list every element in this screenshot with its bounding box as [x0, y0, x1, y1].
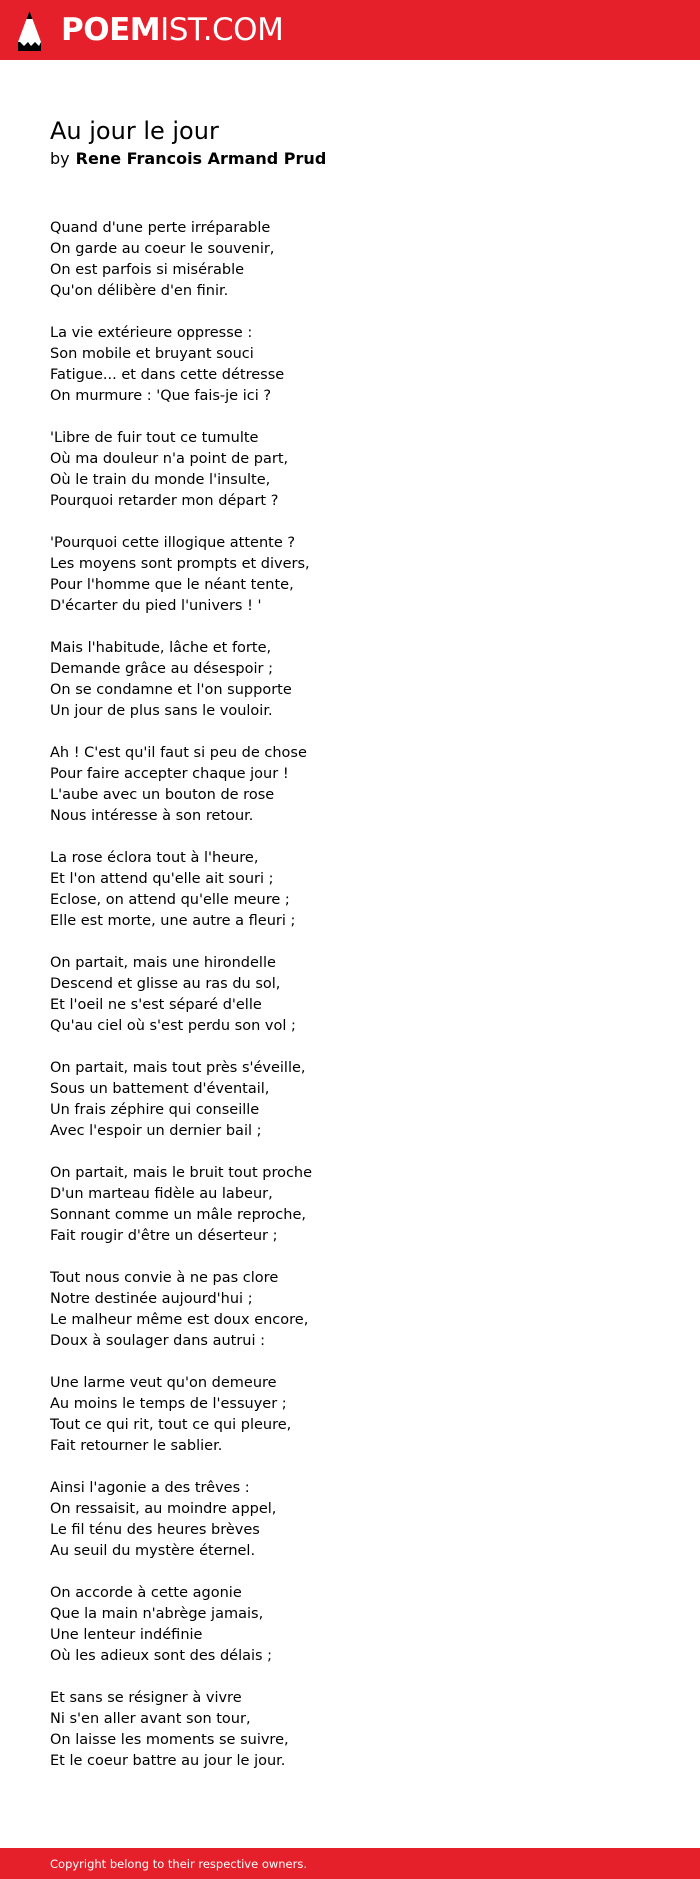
poem-line: Avec l'espoir un dernier bail ;	[50, 1123, 262, 1139]
stanza	[50, 953, 670, 1037]
stanza	[50, 533, 670, 617]
stanza	[50, 218, 670, 302]
stanza	[50, 323, 670, 407]
poem-line: 'Libre de fuir tout ce tumulte	[50, 430, 259, 446]
stanza	[50, 428, 670, 512]
site-header	[0, 0, 700, 60]
logo-text-light: IST.COM	[160, 12, 284, 48]
poem-line: Le fil ténu des heures brèves	[50, 1522, 260, 1538]
poem-line: Que la main n'abrège jamais,	[50, 1606, 264, 1622]
poem-line: On laisse les moments se suivre,	[50, 1732, 289, 1748]
poem-line: On ressaisit, au moindre appel,	[50, 1501, 277, 1517]
poem-line: On accorde à cette agonie	[50, 1585, 242, 1601]
poem-line: Et l'oeil ne s'est séparé d'elle	[50, 997, 262, 1013]
poem-line: Un frais zéphire qui conseille	[50, 1102, 260, 1118]
poem-line: Ainsi l'agonie a des trêves :	[50, 1480, 250, 1496]
poem-line: Une larme veut qu'on demeure	[50, 1375, 277, 1391]
poem-line: On murmure : 'Que fais-je ici ?	[50, 388, 272, 404]
poem-line: On se condamne et l'on supporte	[50, 682, 292, 698]
poem-line: D'un marteau fidèle au labeur,	[50, 1186, 273, 1202]
poem-line: Descend et glisse au ras du sol,	[50, 976, 281, 992]
poem-line: Tout nous convie à ne pas clore	[50, 1270, 279, 1286]
poem-line: Demande grâce au désespoir ;	[50, 661, 273, 677]
logo-text-bold: POEM	[61, 12, 161, 48]
poem-title: Au jour le jour	[50, 117, 219, 145]
poem-line: On garde au coeur le souvenir,	[50, 241, 275, 257]
poem-line: Une lenteur indéfinie	[50, 1627, 203, 1643]
poem-line: Fait retourner le sablier.	[50, 1438, 223, 1454]
poem-line: Tout ce qui rit, tout ce qui pleure,	[50, 1417, 292, 1433]
copyright-text: Copyright belong to their respective owners.	[50, 1857, 308, 1871]
poem-line: Ni s'en aller avant son tour,	[50, 1711, 251, 1727]
poem-line: Eclose, on attend qu'elle meure ;	[50, 892, 290, 908]
poem-line: Où le train du monde l'insulte,	[50, 472, 271, 488]
poem-line: Et le coeur battre au jour le jour.	[50, 1753, 286, 1769]
poem-line: Qu'on délibère d'en finir.	[50, 283, 229, 299]
poem-line: La vie extérieure oppresse :	[50, 325, 253, 341]
poem-body	[50, 218, 670, 1793]
poem-line: Fait rougir d'être un déserteur ;	[50, 1228, 278, 1244]
stanza	[50, 1268, 670, 1352]
poem-line: Sonnant comme un mâle reproche,	[50, 1207, 306, 1223]
stanza	[50, 743, 670, 827]
poem-line: Quand d'une perte irréparable	[50, 220, 271, 236]
poem-line: Notre destinée aujourd'hui ;	[50, 1291, 253, 1307]
stanza	[50, 1058, 670, 1142]
poem-line: On partait, mais tout près s'éveille,	[50, 1060, 306, 1076]
poem-line: 'Pourquoi cette illogique attente ?	[50, 535, 296, 551]
poem-line: D'écarter du pied l'univers ! '	[50, 598, 262, 614]
poem-line: On est parfois si misérable	[50, 262, 245, 278]
poem-line: On partait, mais une hirondelle	[50, 955, 276, 971]
pencil-tip-icon[interactable]	[17, 10, 42, 52]
stanza	[50, 1163, 670, 1247]
poem-line: Les moyens sont prompts et divers,	[50, 556, 310, 572]
stanza	[50, 1478, 670, 1562]
poem-line: Pour faire accepter chaque jour !	[50, 766, 289, 782]
poem-line: Mais l'habitude, lâche et forte,	[50, 640, 272, 656]
poem-line: Et l'on attend qu'elle ait souri ;	[50, 871, 274, 887]
poem-line: Elle est morte, une autre a fleuri ;	[50, 913, 296, 929]
poem-line: Doux à soulager dans autrui :	[50, 1333, 266, 1349]
poem-line: Où ma douleur n'a point de part,	[50, 451, 289, 467]
poem-line: La rose éclora tout à l'heure,	[50, 850, 259, 866]
site-logo[interactable]	[61, 12, 283, 48]
poem-line: Au moins le temps de l'essuyer ;	[50, 1396, 287, 1412]
author-name: Rene Francois Armand Prud	[75, 149, 327, 168]
by-label: by	[50, 149, 70, 168]
stanza	[50, 1688, 670, 1772]
poem-line: L'aube avec un bouton de rose	[50, 787, 275, 803]
poem-line: Ah ! C'est qu'il faut si peu de chose	[50, 745, 307, 761]
poem-line: Le malheur même est doux encore,	[50, 1312, 309, 1328]
poem-line: Fatigue... et dans cette détresse	[50, 367, 285, 383]
poem-line: Et sans se résigner à vivre	[50, 1690, 242, 1706]
poem-line: Qu'au ciel où s'est perdu son vol ;	[50, 1018, 296, 1034]
poem-line: Au seuil du mystère éternel.	[50, 1543, 256, 1559]
poem-line: Un jour de plus sans le vouloir.	[50, 703, 273, 719]
byline	[50, 148, 326, 170]
stanza	[50, 1373, 670, 1457]
poem-line: Pourquoi retarder mon départ ?	[50, 493, 279, 509]
site-footer	[0, 1848, 700, 1879]
poem-line: Sous un battement d'éventail,	[50, 1081, 270, 1097]
poem-line: Où les adieux sont des délais ;	[50, 1648, 273, 1664]
stanza	[50, 1583, 670, 1667]
poem-line: Son mobile et bruyant souci	[50, 346, 254, 362]
poem-line: Nous intéresse à son retour.	[50, 808, 254, 824]
stanza	[50, 848, 670, 932]
poem-line: Pour l'homme que le néant tente,	[50, 577, 294, 593]
stanza	[50, 638, 670, 722]
poem-line: On partait, mais le bruit tout proche	[50, 1165, 313, 1181]
